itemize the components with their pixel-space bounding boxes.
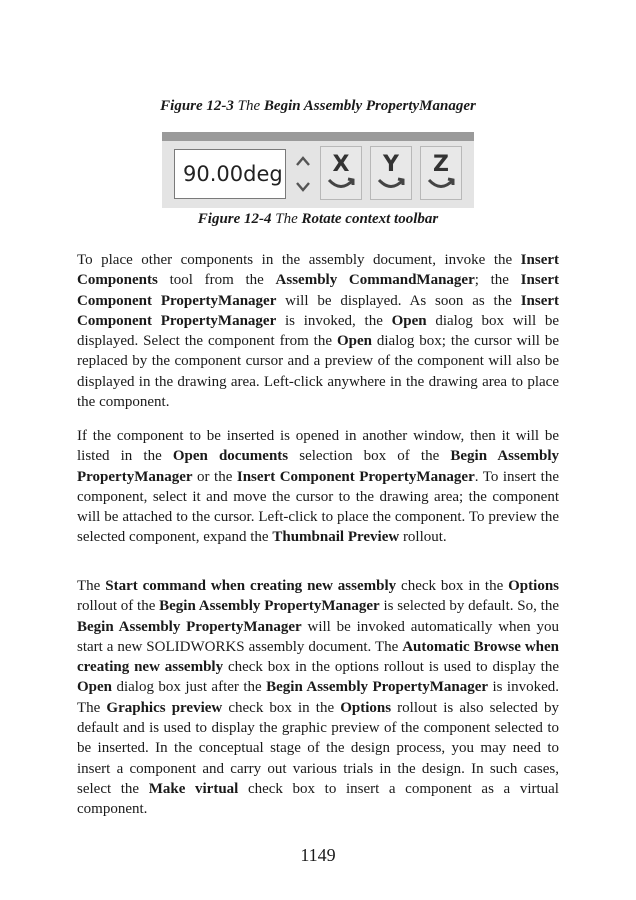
paragraph-options-rollout xyxy=(77,576,559,820)
axis-z-label: Z xyxy=(433,152,449,177)
paragraph-text xyxy=(77,250,559,412)
bold-term: Options xyxy=(340,699,392,716)
spinner-icon[interactable] xyxy=(292,149,314,199)
bold-term: Options xyxy=(508,578,559,594)
bold-term: Open xyxy=(77,679,113,696)
text-run: selection box of the xyxy=(288,448,451,465)
bold-term: Insert Component PropertyManager xyxy=(236,468,475,485)
angle-input[interactable]: 90.00deg xyxy=(174,149,286,199)
caption-the: The xyxy=(275,211,298,227)
text-run: The xyxy=(77,578,106,594)
text-run: will be displayed. As soon as the xyxy=(276,292,521,309)
bold-term: Thumbnail Preview xyxy=(272,529,400,546)
bold-term: Open xyxy=(391,312,427,329)
text-run: is invoked, the xyxy=(276,312,392,329)
text-run: rollout is also selected by default and is used to display the graphic preview of the component selected to be inserted. In the conceptual stage of the design process, you may need to insert a component and carry out various trials in the design. In such cases, select the xyxy=(77,699,560,797)
text-run: dialog box just after the xyxy=(112,679,267,696)
bold-term: Open documents xyxy=(172,448,289,465)
bold-term: Insert Component PropertyManager xyxy=(77,292,560,329)
axis-y-label: Y xyxy=(383,152,399,177)
caption-title: Rotate context toolbar xyxy=(301,211,439,227)
caption-number: Figure 12-4 xyxy=(197,211,272,227)
bold-term: Begin Assembly PropertyManager xyxy=(159,598,380,615)
rotate-x-icon[interactable] xyxy=(320,146,362,200)
bold-term: Graphics preview xyxy=(106,699,223,716)
rotate-y-icon[interactable] xyxy=(370,146,412,200)
rotate-context-toolbar-image xyxy=(162,132,474,208)
text-run: check box in the options rollout is used to display the xyxy=(223,659,559,676)
text-run: check box in the xyxy=(222,699,341,716)
bold-term: Automatic Browse when creating new assembly xyxy=(77,638,559,676)
bold-term: Make virtual xyxy=(148,780,239,797)
bold-term: Begin Assembly PropertyManager xyxy=(77,618,302,635)
text-run: dialog box; the cursor will be replaced by the component cursor and a preview of the component will also be displayed in the drawing area. Left-click anywhere in the drawing area to place the component. xyxy=(77,333,559,411)
text-run: ; the xyxy=(474,272,521,289)
text-run: check box in the xyxy=(396,578,509,594)
text-run: is selected by default. So, the xyxy=(379,598,559,615)
paragraph-open-documents xyxy=(77,426,559,548)
text-run: . To insert the component, select it and move the cursor to the drawing area; the component will be attached to the cursor. Left-click to place the component. To preview the selected component, expand the xyxy=(77,468,560,546)
text-run: rollout. xyxy=(399,529,447,546)
caption-the: The xyxy=(237,98,261,114)
text-run: is invoked. The xyxy=(77,679,559,716)
bold-term: Assembly CommandManager xyxy=(275,272,475,289)
bold-term: Begin Assembly PropertyManager xyxy=(77,448,559,485)
bold-term: Begin Assembly PropertyManager xyxy=(266,679,489,696)
bold-term: Insert Components xyxy=(77,252,559,289)
rotate-z-icon[interactable] xyxy=(420,146,462,200)
text-run: check box to insert a component as a virtual component. xyxy=(77,780,559,818)
text-run: or the xyxy=(192,468,237,485)
text-run: To place other components in the assembly document, invoke the xyxy=(77,252,521,268)
text-run: tool from the xyxy=(157,272,276,289)
figure-caption-12-4 xyxy=(0,210,636,228)
paragraph-insert-components xyxy=(77,250,559,412)
page-number: 1149 xyxy=(300,845,336,865)
paragraph-text xyxy=(77,426,559,548)
caption-title: Begin Assembly PropertyManager xyxy=(263,98,476,114)
paragraph-text xyxy=(77,576,559,820)
figure-caption-12-3 xyxy=(0,97,636,115)
bold-term: Insert Component PropertyManager xyxy=(77,272,559,309)
text-run: dialog box will be displayed. Select the component from the xyxy=(77,312,560,350)
text-run: If the component to be inserted is opened in another window, then it will be listed in the xyxy=(77,428,559,465)
toolbar-title-bar xyxy=(162,132,474,141)
caption-number: Figure 12-3 xyxy=(160,98,234,114)
text-run: will be invoked automatically when you start a new SOLIDWORKS assembly document. The xyxy=(77,618,559,655)
bold-term: Start command when creating new assembly xyxy=(105,578,397,594)
axis-x-label: X xyxy=(332,152,350,177)
bold-term: Open xyxy=(336,333,372,350)
text-run: rollout of the xyxy=(77,598,160,615)
